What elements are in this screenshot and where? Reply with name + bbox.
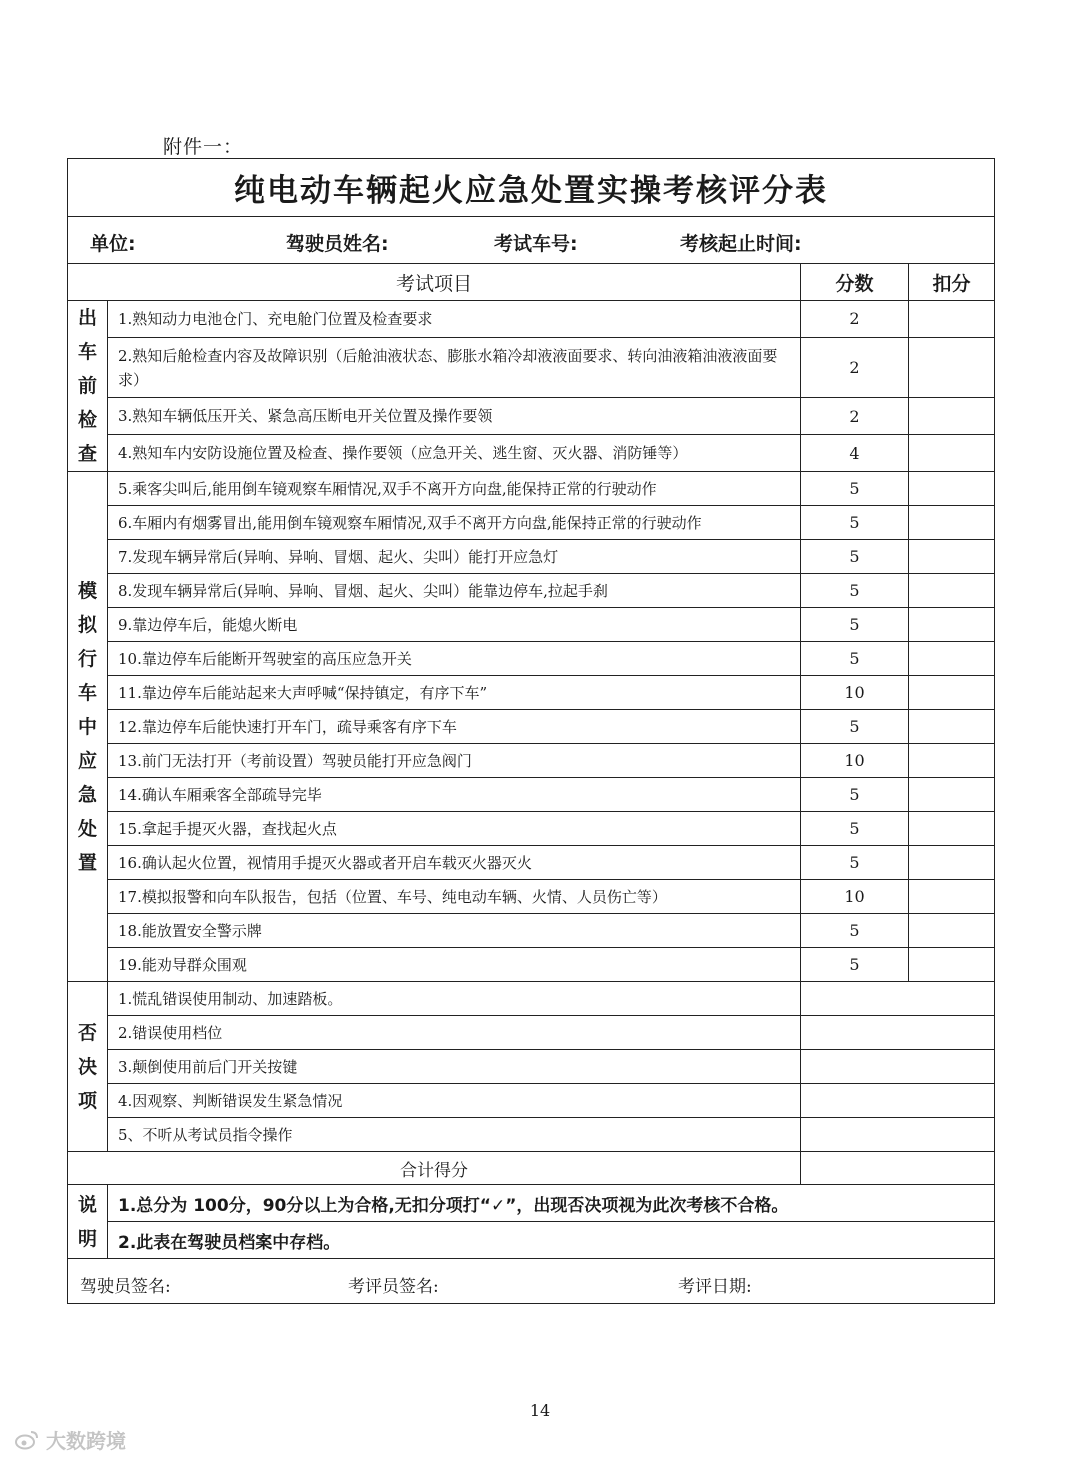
- simulation-item-text: 19.能劝导群众围观: [108, 948, 801, 982]
- page-number: 14: [529, 1401, 551, 1420]
- pre-check-item-score: 2: [801, 301, 909, 338]
- exam-date-label[interactable]: 考评日期:: [678, 1277, 752, 1297]
- total-score-field[interactable]: [801, 1152, 995, 1185]
- weibo-logo-icon: [14, 1429, 40, 1451]
- simulation-item-deduct[interactable]: [909, 812, 995, 846]
- pre-check-item-score: 4: [801, 435, 909, 472]
- pre-check-item-deduct[interactable]: [909, 337, 995, 398]
- simulation-item-text: 9.靠边停车后，能熄火断电: [108, 608, 801, 642]
- simulation-item-deduct[interactable]: [909, 948, 995, 982]
- veto-item-text: 3.颠倒使用前后门开关按键: [108, 1050, 801, 1084]
- pre-check-item-text: 2.熟知后舱检查内容及故障识别（后舱油液状态、膨胀水箱冷却液液面要求、转向油液箱油液液面要求）: [108, 337, 801, 398]
- simulation-item-score: 10: [801, 880, 909, 914]
- note-row: [68, 1185, 995, 1222]
- table-row: [68, 540, 995, 574]
- simulation-item-score: 5: [801, 574, 909, 608]
- table-row: [68, 710, 995, 744]
- veto-item-mark[interactable]: [801, 1016, 995, 1050]
- header-deduct: 扣分: [909, 264, 995, 301]
- note-row: [68, 1222, 995, 1259]
- simulation-item-deduct[interactable]: [909, 778, 995, 812]
- simulation-item-deduct[interactable]: [909, 506, 995, 540]
- simulation-item-text: 13.前门无法打开（考前设置）驾驶员能打开应急阀门: [108, 744, 801, 778]
- table-row: [68, 506, 995, 540]
- veto-item-mark[interactable]: [801, 1118, 995, 1152]
- simulation-item-text: 12.靠边停车后能快速打开车门，疏导乘客有序下车: [108, 710, 801, 744]
- table-row: [68, 744, 995, 778]
- note-text: 1.总分为 100分，90分以上为合格,无扣分项打“✓”，出现否决项视为此次考核不合格。: [108, 1185, 995, 1222]
- table-row: [68, 880, 995, 914]
- table-row: [68, 337, 995, 398]
- simulation-item-deduct[interactable]: [909, 744, 995, 778]
- section-pre-check: [68, 301, 108, 472]
- simulation-item-score: 10: [801, 676, 909, 710]
- exam-time-label: 考核起止时间:: [680, 233, 802, 255]
- veto-item-text: 5、不听从考试员指令操作: [108, 1118, 801, 1152]
- signature-row: [68, 1259, 995, 1304]
- simulation-item-score: 5: [801, 642, 909, 676]
- veto-item-mark[interactable]: [801, 1084, 995, 1118]
- veto-item-text: 2.错误使用档位: [108, 1016, 801, 1050]
- simulation-item-score: 5: [801, 472, 909, 506]
- pre-check-item-deduct[interactable]: [909, 301, 995, 338]
- simulation-item-text: 16.确认起火位置，视情用手提灭火器或者开启车载灭火器灭火: [108, 846, 801, 880]
- table-row: [68, 846, 995, 880]
- total-label: 合计得分: [68, 1152, 801, 1185]
- table-row: [68, 435, 995, 472]
- simulation-item-text: 15.拿起手提灭火器，查找起火点: [108, 812, 801, 846]
- simulation-item-text: 8.发现车辆异常后(异响、异响、冒烟、起火、尖叫）能靠边停车,拉起手刹: [108, 574, 801, 608]
- simulation-item-deduct[interactable]: [909, 846, 995, 880]
- veto-item-mark[interactable]: [801, 1050, 995, 1084]
- section-simulation: [68, 472, 108, 982]
- note-text: 2.此表在驾驶员档案中存档。: [108, 1222, 995, 1259]
- simulation-item-text: 14.确认车厢乘客全部疏导完毕: [108, 778, 801, 812]
- simulation-item-text: 6.车厢内有烟雾冒出,能用倒车镜观察车厢情况,双手不离开方向盘,能保持正常的行驶动作: [108, 506, 801, 540]
- table-row: [68, 1084, 995, 1118]
- simulation-item-score: 10: [801, 744, 909, 778]
- attachment-label: 附件一：: [163, 136, 244, 158]
- simulation-item-text: 11.靠边停车后能站起来大声呼喊“保持镇定，有序下车”: [108, 676, 801, 710]
- info-row: [68, 217, 995, 264]
- vehicle-number-label: 考试车号:: [494, 233, 578, 255]
- table-row: [68, 1050, 995, 1084]
- simulation-item-text: 5.乘客尖叫后,能用倒车镜观察车厢情况,双手不离开方向盘,能保持正常的行驶动作: [108, 472, 801, 506]
- simulation-item-score: 5: [801, 812, 909, 846]
- section-notes-label: 说明: [77, 1193, 97, 1250]
- pre-check-item-deduct[interactable]: [909, 398, 995, 435]
- watermark: [14, 1425, 126, 1454]
- scoring-table: [67, 158, 995, 1304]
- simulation-item-deduct[interactable]: [909, 574, 995, 608]
- pre-check-item-text: 3.熟知车辆低压开关、紧急高压断电开关位置及操作要领: [108, 398, 801, 435]
- section-pre-check-label: 出车前检查: [77, 307, 97, 465]
- table-row: [68, 398, 995, 435]
- table-row: [68, 472, 995, 506]
- simulation-item-deduct[interactable]: [909, 472, 995, 506]
- simulation-item-score: 5: [801, 846, 909, 880]
- section-simulation-label: 模拟行车中应急处置: [77, 579, 97, 874]
- table-row: [68, 608, 995, 642]
- simulation-item-deduct[interactable]: [909, 642, 995, 676]
- simulation-item-text: 17.模拟报警和向车队报告，包括（位置、车号、纯电动车辆、火情、人员伤亡等）: [108, 880, 801, 914]
- simulation-item-deduct[interactable]: [909, 540, 995, 574]
- simulation-item-text: 10.靠边停车后能断开驾驶室的高压应急开关: [108, 642, 801, 676]
- veto-item-text: 1.慌乱错误使用制动、加速踏板。: [108, 982, 801, 1016]
- form-title: 纯电动车辆起火应急处置实操考核评分表: [68, 159, 995, 217]
- driver-signature-label[interactable]: 驾驶员签名:: [80, 1277, 171, 1297]
- unit-label: 单位:: [90, 233, 136, 255]
- table-row: [68, 914, 995, 948]
- simulation-item-score: 5: [801, 914, 909, 948]
- simulation-item-deduct[interactable]: [909, 608, 995, 642]
- veto-item-text: 4.因观察、判断错误发生紧急情况: [108, 1084, 801, 1118]
- table-row: [68, 676, 995, 710]
- simulation-item-text: 18.能放置安全警示牌: [108, 914, 801, 948]
- header-score: 分数: [801, 264, 909, 301]
- table-row: [68, 812, 995, 846]
- simulation-item-score: 5: [801, 778, 909, 812]
- pre-check-item-deduct[interactable]: [909, 435, 995, 472]
- watermark-text: 大数跨境: [46, 1429, 126, 1453]
- table-row: [68, 948, 995, 982]
- simulation-item-deduct[interactable]: [909, 880, 995, 914]
- simulation-item-score: 5: [801, 506, 909, 540]
- table-row: [68, 301, 995, 338]
- simulation-item-deduct[interactable]: [909, 676, 995, 710]
- total-row: [68, 1152, 995, 1185]
- simulation-item-score: 5: [801, 710, 909, 744]
- veto-item-mark[interactable]: [801, 982, 995, 1016]
- pre-check-item-score: 2: [801, 398, 909, 435]
- simulation-item-score: 5: [801, 948, 909, 982]
- table-row: [68, 1118, 995, 1152]
- section-veto-label: 否决项: [77, 1021, 97, 1112]
- table-row: [68, 574, 995, 608]
- table-row: [68, 1016, 995, 1050]
- simulation-item-deduct[interactable]: [909, 710, 995, 744]
- simulation-item-score: 5: [801, 540, 909, 574]
- signature-cell: [68, 1259, 995, 1304]
- section-veto: [68, 982, 108, 1152]
- table-row: [68, 982, 995, 1016]
- table-row: [68, 642, 995, 676]
- table-row: [68, 778, 995, 812]
- driver-name-label: 驾驶员姓名:: [286, 233, 389, 255]
- simulation-item-text: 7.发现车辆异常后(异响、异响、冒烟、起火、尖叫）能打开应急灯: [108, 540, 801, 574]
- simulation-item-deduct[interactable]: [909, 914, 995, 948]
- simulation-item-score: 5: [801, 608, 909, 642]
- examiner-signature-label[interactable]: 考评员签名:: [348, 1277, 439, 1297]
- pre-check-item-score: 2: [801, 337, 909, 398]
- header-item: 考试项目: [68, 264, 801, 301]
- section-notes: [68, 1185, 108, 1259]
- pre-check-item-text: 1.熟知动力电池仓门、充电舱门位置及检查要求: [108, 301, 801, 338]
- pre-check-item-text: 4.熟知车内安防设施位置及检查、操作要领（应急开关、逃生窗、灭火器、消防锤等）: [108, 435, 801, 472]
